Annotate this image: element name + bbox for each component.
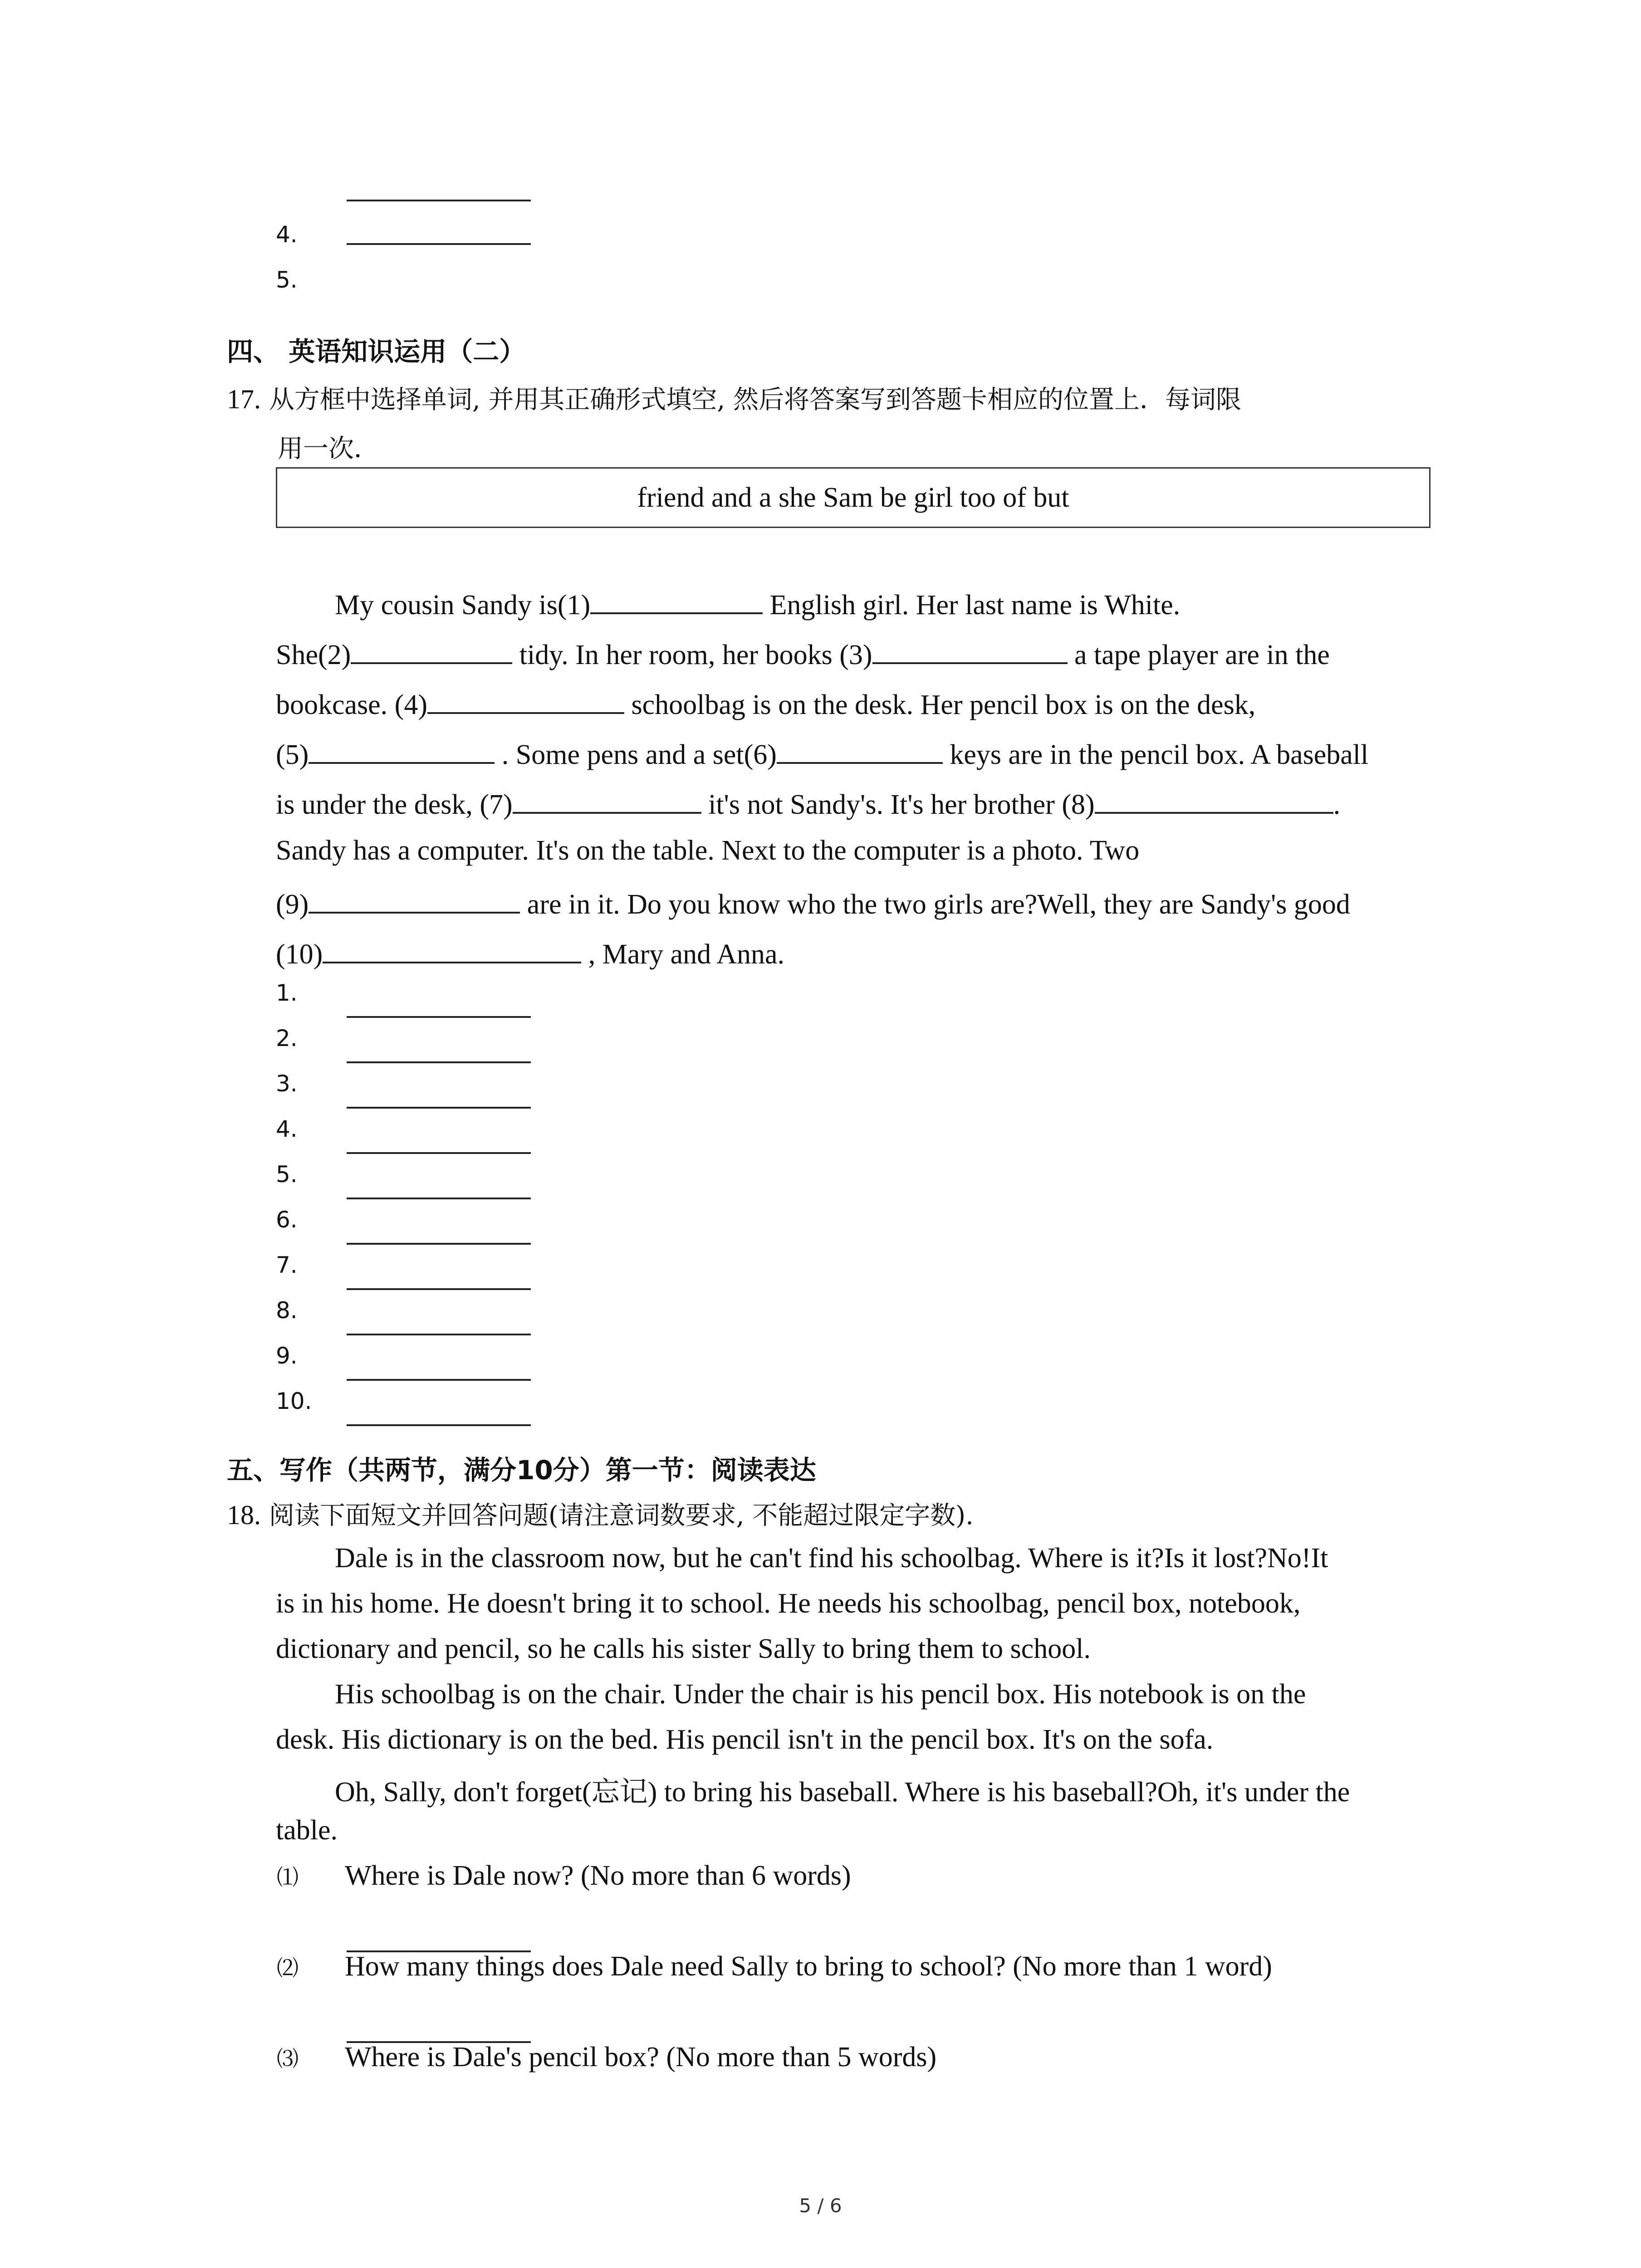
blank-8[interactable] [1095,785,1333,814]
q18-passage-line: Dale is in the classroom now, but he can't find his schoolbag. Where is it?Is it lost?No!It [335,1543,1328,1574]
blank-1[interactable] [590,585,763,614]
answer-underline[interactable] [347,1288,531,1290]
passage-text: are in it. Do you know who the two girls are?Well, they are Sandy's good [520,889,1350,920]
q18-instruction-text: 阅读下面短文并回答问题(请注意词数要求, 不能超过限定字数). [269,1501,974,1530]
sub-question-number: ⑵ [277,1955,299,1981]
word-bank-box [276,467,1430,528]
blank-7[interactable] [513,785,701,814]
sub-question-text: How many things does Dale need Sally to bring to school? (No more than 1 word) [345,1951,1272,1982]
passage-text: She(2) [276,640,351,670]
page-number: 5 / 6 [799,2195,842,2217]
passage-text: (10) [276,939,323,970]
answer-underline[interactable] [347,243,531,245]
q18-passage-line: dictionary and pencil, so he calls his sister Sally to bring them to school. [276,1633,1091,1664]
passage-line-7 [276,885,1350,921]
q18-instruction [227,1492,1443,1539]
passage-line-6: Sandy has a computer. It's on the table. Next to the computer is a photo. Two [276,835,1140,866]
q18-sub-question-2 [277,1950,1272,1983]
q18-passage-line: His schoolbag is on the chair. Under the chair is his pencil box. His notebook is on the [335,1679,1306,1710]
blank-2[interactable] [351,635,512,664]
q17-instruction [227,375,1443,474]
passage-line-2 [276,635,1330,671]
answer-underline[interactable] [347,1424,531,1426]
passage-text: . Some pens and a set(6) [495,739,777,770]
passage-text: tidy. In her room, her books (3) [512,640,872,670]
answer-underline[interactable] [347,1198,531,1199]
passage-text: . [1333,789,1341,820]
answer-number: 4. [276,221,298,248]
answer-number: 5. [276,1161,298,1188]
answer-number: 6. [276,1207,298,1233]
q18-passage-line: desk. His dictionary is on the bed. His pencil isn't in the pencil box. It's on the sofa. [276,1724,1214,1755]
passage-text: a tape player are in the [1067,640,1330,670]
answer-underline[interactable] [347,1243,531,1245]
passage-line-4 [276,735,1368,771]
blank-9[interactable] [309,885,520,914]
answer-number: 10. [276,1388,312,1414]
passage-line-8 [276,934,784,971]
passage-text: keys are in the pencil box. A baseball [942,739,1369,770]
passage-text: (9) [276,889,309,920]
q17-instruction-line1: 从方框中选择单词, 并用其正确形式填空, 然后将答案写到答题卡相应的位置上．每词限 [269,385,1242,415]
sub-question-text: Where is Dale's pencil box? (No more than 5 words) [345,2042,937,2072]
blank-3[interactable] [872,635,1068,664]
answer-underline[interactable] [347,1379,531,1381]
word-bank-text: friend and a she Sam be girl too of but [637,482,1069,513]
passage-text: English girl. Her last name is White. [763,590,1181,621]
passage-text: schoolbag is on the desk. Her pencil box is on the desk, [624,689,1256,720]
question-number: 17. [227,384,261,414]
blank-6[interactable] [777,735,943,764]
passage-line-5 [276,785,1340,821]
answer-underline[interactable] [347,1152,531,1154]
sub-question-text: Where is Dale now? (No more than 6 words) [345,1860,851,1891]
passage-text: is under the desk, (7) [276,789,513,820]
answer-number: 1. [276,980,298,1006]
passage-text: , Mary and Anna. [581,939,784,970]
q18-passage-line: Oh, Sally, don't forget(忘记) to bring his baseball. Where is his baseball?Oh, it's under the [335,1777,1350,1808]
answer-number: 8. [276,1297,298,1324]
answer-number: 2. [276,1025,298,1051]
answer-underline [347,200,531,201]
passage-text: it's not Sandy's. It's her brother (8) [701,789,1095,820]
section-heading: 四、 英语知识运用（二） [227,336,526,367]
q18-sub-question-1 [277,1860,851,1892]
answer-number: 3. [276,1070,298,1097]
blank-5[interactable] [309,735,495,764]
answer-number: 9. [276,1343,298,1369]
q18-passage-line: table. [276,1815,338,1846]
section-heading: 五、写作（共两节，满分10分）第一节：阅读表达 [227,1455,816,1486]
answer-underline[interactable] [347,1107,531,1109]
passage-text: bookcase. (4) [276,689,427,720]
q17-instruction-line2: 用一次． [278,434,379,464]
answer-underline[interactable] [347,1334,531,1335]
blank-4[interactable] [427,685,624,714]
answer-underline[interactable] [347,1016,531,1018]
q18-passage-line: is in his home. He doesn't bring it to school. He needs his schoolbag, pencil box, notebook, [276,1588,1301,1619]
answer-number: 4. [276,1116,298,1142]
sub-question-number: ⑶ [277,2046,299,2072]
passage-text: My cousin Sandy is(1) [335,590,591,621]
passage-line-1 [335,585,1180,621]
answer-number: 7. [276,1252,298,1278]
question-number: 18. [227,1500,261,1530]
sub-question-number: ⑴ [277,1865,299,1890]
q18-sub-question-3 [277,2041,936,2073]
blank-10[interactable] [323,934,581,963]
answer-underline[interactable] [347,1061,531,1063]
answer-number: 5. [276,267,298,293]
passage-line-3 [276,685,1255,721]
passage-text: (5) [276,739,309,770]
